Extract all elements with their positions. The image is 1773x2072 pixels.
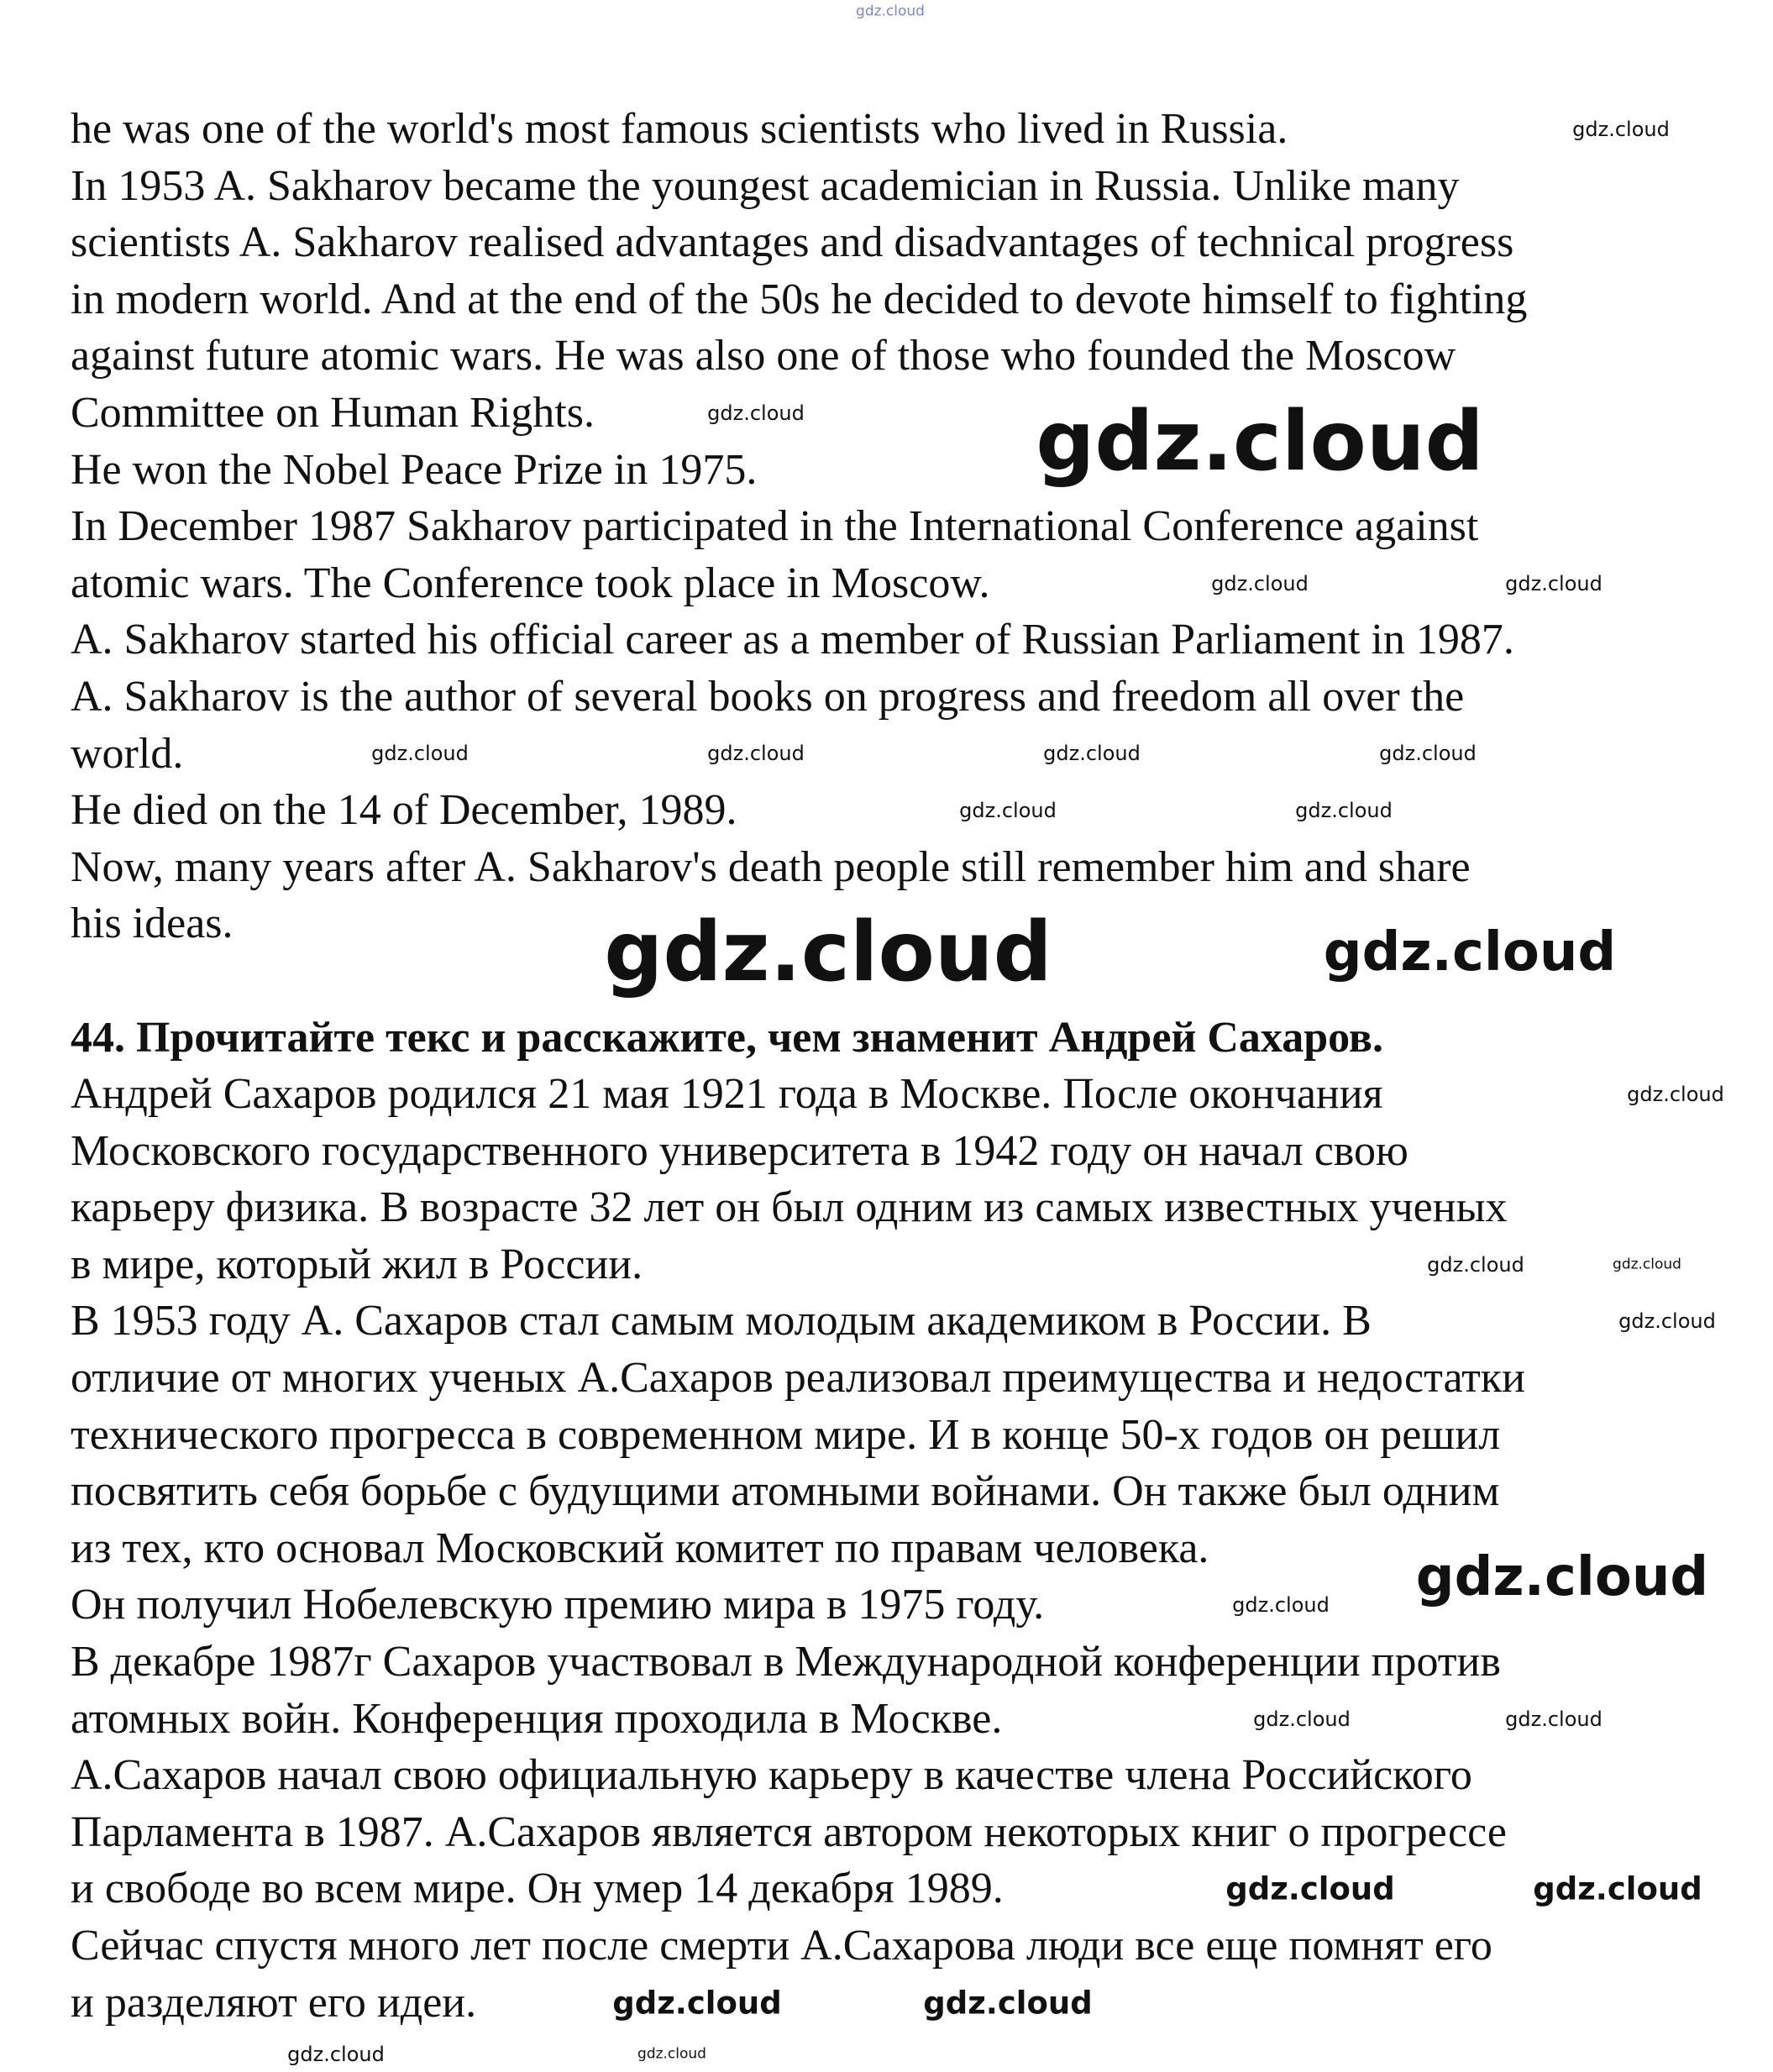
text-line: he was one of the world's most famous scientists who lived in Russia. — [71, 105, 1288, 153]
watermark: gdz.cloud — [923, 1985, 1093, 2022]
watermark: gdz.cloud — [1427, 1253, 1524, 1277]
watermark: gdz.cloud — [1211, 572, 1309, 595]
text-line: Committee on Human Rights. — [71, 388, 595, 437]
text-line: He died on the 14 of December, 1989. — [71, 786, 737, 835]
text-line: A. Sakharov started his official career as a member of Russian Parliament in 1987. — [71, 616, 1514, 664]
watermark: gdz.cloud — [1225, 1870, 1395, 1907]
text-line: in modern world. And at the end of the 50s he decided to devote himself to fighting — [71, 275, 1528, 323]
text-line: Он получил Нобелевскую премию мира в 1975 году. — [71, 1581, 1045, 1629]
text-line: A. Sakharov is the author of several books on progress and freedom all over the — [71, 672, 1465, 721]
text-line: В 1953 году А. Сахаров стал самым молодым академиком в России. В — [71, 1297, 1372, 1345]
text-line: Парламента в 1987. А.Сахаров является автором некоторых книг о прогрессе — [71, 1807, 1507, 1856]
text-line: In 1953 A. Sakharov became the youngest academician in Russia. Unlike many — [71, 161, 1460, 210]
text-line: scientists A. Sakharov realised advantages and disadvantages of technical progress — [71, 218, 1514, 267]
watermark: gdz.cloud — [371, 742, 469, 765]
text-line: Андрей Сахаров родился 21 мая 1921 года в Москве. После окончания — [71, 1070, 1383, 1119]
exercise-heading: 44. Прочитайте текс и расскажите, чем знаменит Андрей Сахаров. — [71, 1013, 1383, 1062]
text-line: карьеру физика. В возрасте 32 лет он был одним из самых известных ученых — [71, 1183, 1508, 1232]
watermark: gdz.cloud — [1627, 1083, 1724, 1106]
watermark: gdz.cloud — [1533, 1870, 1702, 1907]
text-line: Now, many years after A. Sakharov's death people still remember him and share — [71, 842, 1471, 891]
watermark: gdz.cloud — [1379, 742, 1477, 765]
watermark: gdz.cloud — [1572, 118, 1670, 141]
text-line: атомных войн. Конференция проходила в Москве. — [71, 1694, 1003, 1743]
watermark: gdz.cloud — [1036, 394, 1484, 490]
text-line: Московского государственного университета в 1942 году он начал свою — [71, 1126, 1408, 1175]
text-line: against future atomic wars. He was also one of those who founded the Moscow — [71, 332, 1456, 380]
watermark: gdz.cloud — [1618, 1309, 1716, 1333]
watermark: gdz.cloud — [1505, 1707, 1603, 1731]
watermark: gdz.cloud — [1295, 799, 1393, 822]
text-line: atomic wars. The Conference took place in Moscow. — [71, 559, 990, 607]
text-line: In December 1987 Sakharov participated in the International Conference against — [71, 502, 1479, 551]
text-line: и свободе во всем мире. Он умер 14 декабря 1989. — [71, 1865, 1004, 1913]
watermark: gdz.cloud — [287, 2043, 385, 2066]
text-line: world. — [71, 729, 184, 778]
watermark: gdz.cloud — [1232, 1593, 1330, 1617]
watermark: gdz.cloud — [1253, 1707, 1351, 1731]
text-line: He won the Nobel Peace Prize in 1975. — [71, 445, 758, 494]
watermark: gdz.cloud — [707, 742, 805, 765]
watermark: gdz.cloud — [604, 905, 1052, 1000]
text-line: из тех, кто основал Московский комитет по правам человека. — [71, 1524, 1209, 1572]
text-line: технического прогресса в современном мире. И в конце 50-х годов он решил — [71, 1410, 1501, 1459]
text-line: в мире, который жил в России. — [71, 1240, 643, 1288]
watermark: gdz.cloud — [1043, 742, 1141, 765]
watermark: gdz.cloud — [1613, 1256, 1681, 1273]
watermark: gdz.cloud — [637, 2045, 706, 2063]
text-line: В декабре 1987г Сахаров участвовал в Международной конференции против — [71, 1638, 1501, 1686]
watermark: gdz.cloud — [1323, 921, 1617, 984]
watermark: gdz.cloud — [707, 401, 805, 425]
page-text — [71, 101, 1527, 2031]
watermark: gdz.cloud — [1505, 572, 1603, 595]
text-line: отличие от многих ученых А.Сахаров реализовал преимущества и недостатки — [71, 1354, 1525, 1403]
watermark: gdz.cloud — [959, 799, 1057, 822]
text-line: А.Сахаров начал свою официальную карьеру в качестве члена Российского — [71, 1751, 1472, 1800]
text-line: и разделяют его идеи. — [71, 1978, 477, 2027]
english-paragraph — [71, 101, 1527, 952]
watermark: gdz.cloud — [856, 3, 925, 20]
text-line: Сейчас спустя много лет после смерти А.Сахарова люди все еще помнят его — [71, 1922, 1492, 1970]
watermark: gdz.cloud — [1415, 1546, 1709, 1608]
text-line: his ideas. — [71, 900, 233, 948]
watermark: gdz.cloud — [612, 1985, 782, 2022]
text-line: посвятить себя борьбе с будущими атомными войнами. Он также был одним — [71, 1467, 1500, 1516]
